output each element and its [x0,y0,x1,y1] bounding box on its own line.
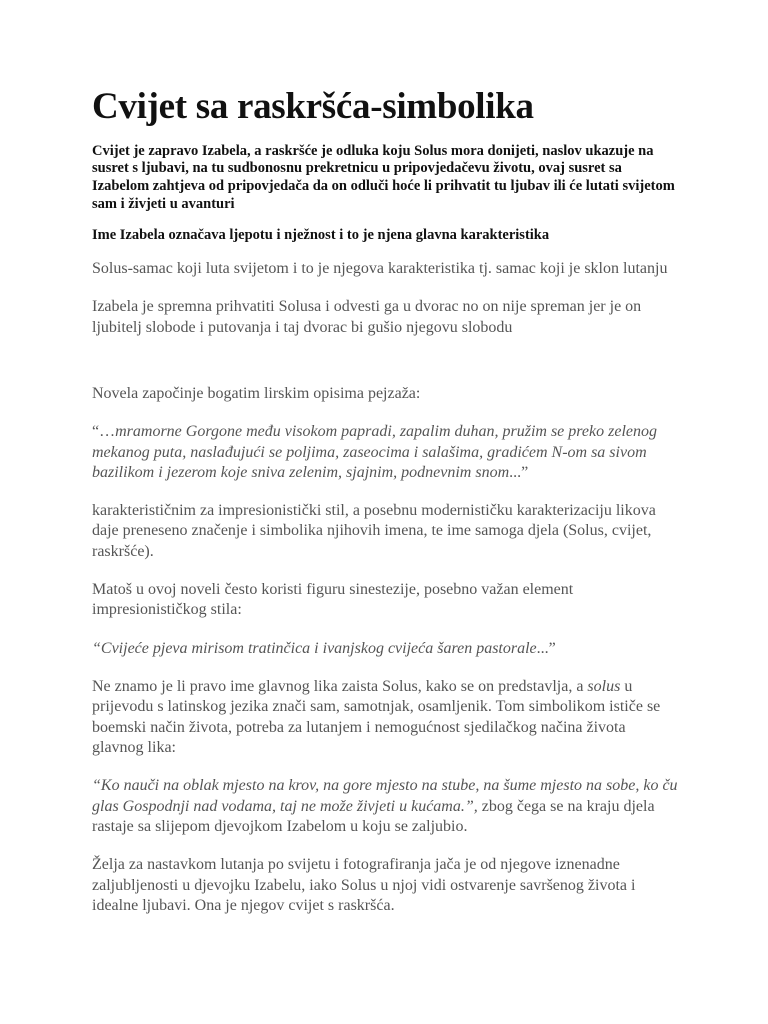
text-segment: Ne znamo je li pravo ime glavnog lika zaista Solus, kako se on predstavlja, a [92,678,588,696]
quote-synesthesia [92,639,678,659]
quote-text: mramorne Gorgone među visokom papradi, zapalim duhan, pružim se preko zelenog mekanog puta, naslađujući se poljima, zaseocima i salašima, gradićem N-om sa sivom bazilikom i jezerom koje sniva zelenim, sjajnim, podnevnim snom [92,423,657,481]
quote-wandering-paragraph [92,776,678,837]
matos-paragraph: Matoš u ovoj noveli često koristi figuru sinestezije, posebno važan element impresionističkog stila: [92,581,574,619]
solus-paragraph: Solus-samac koji luta svijetom i to je njegova karakteristika tj. samac koji je sklon lutanju [92,259,668,277]
text-segment: u prijevodu s latinskog jezika znači sam, samotnjak, osamljenik. Tom simbolikom ističe se boemski način života, potreba za lutanjem i nemogućnost sjedilačkog načina života glavnog lika: [92,678,661,756]
desire-paragraph: Želja za nastavkom lutanja po svijetu i fotografiranja jača je od njegove iznenadne zaljubljenosti u djevojku Izabelu, iako Solus u njoj vidi ostvarenje savršenog života i idealne ljubavi. Ona je njegov cvijet s raskršća. [92,856,636,914]
solus-italic: solus [587,678,621,696]
name-meaning-paragraph [92,677,678,758]
quote-close: ...” [536,639,556,657]
quote-text: “Cvijeće pjeva mirisom tratinčica i ivanjskog cvijeća šaren pastorale [92,639,537,657]
izabela-paragraph: Izabela je spremna prihvatiti Solusa i odvesti ga u dvorac no on nije spreman jer je on ljubitelj slobode i putovanja i taj dvorac bi gušio njegovu slobodu [92,298,642,336]
impressionism-paragraph: karakterističnim za impresionistički stil, a posebnu modernističku karakterizaciju likova daje preneseno značenje i simbolika njihovih imena, te ime samoga djela (Solus, cvijet, raskršće). [92,502,656,560]
quote-landscape [92,422,678,483]
quote-text: “Ko nauči na oblak mjesto na krov, na gore mjesto na stube, na šume mjesto na sobe, ko ču glas Gospodnji nad vodama, taj ne može živjeti u kućama.”, [92,777,678,815]
quote-close: ...” [509,463,529,481]
document-page [92,86,678,934]
text-segment: zbog čega se na kraju djela rastaje sa slijepom djevojkom Izabelom u koju se zaljubio. [92,797,655,835]
intro-paragraph-bold: Cvijet je zapravo Izabela, a raskršće je odluka koju Solus mora donijeti, naslov ukazuje na susret s ljubavi, na tu sudbonosnu prekretnicu u pripovjedačevu životu, ovaj susret sa Izabelom zahtjeva od pripovjedača da on odluči hoće li prihvatit tu ljubav ili će lutati svijetom sam i živjeti u avanturi [92,142,675,212]
quote-open: “… [92,423,116,441]
novela-paragraph: Novela započinje bogatim lirskim opisima pejzaža: [92,384,421,402]
page-title: Cvijet sa raskršća-simbolika [92,86,534,127]
izabela-meaning-bold: Ime Izabela označava ljepotu i nježnost i to je njena glavna karakteristika [92,227,550,244]
